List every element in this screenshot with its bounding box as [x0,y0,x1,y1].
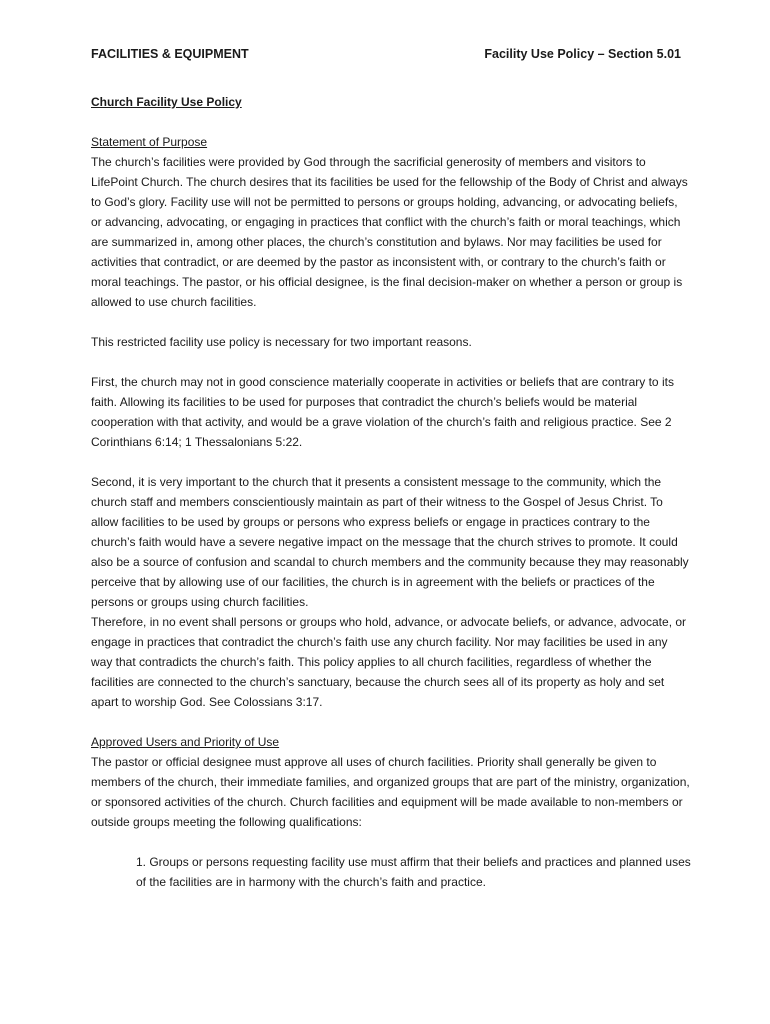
page-header [91,47,681,67]
approved-users-heading: Approved Users and Priority of Use [91,735,280,749]
purpose-paragraph: The church’s facilities were provided by God through the sacrificial generosity of members and visitors to LifePoint Church. The church desires that its facilities be used for the fellowship of the Body of Christ and always to God’s glory. Facility use will not be permitted to persons or groups holding, advancing, or advocating beliefs, or advancing, advocating, or engaging in practices that conflict with the church’s faith or moral teachings, which are summarized in, among other places, the church’s constitution and bylaws. Nor may facilities be used for activities that contradict, or are deemed by the pastor as inconsistent with, or contrary to the church’s faith or moral teachings. The pastor, or his official designee, is the final decision-maker on whether a person or group is allowed to use church facilities. [91,155,688,309]
document-body [91,92,691,892]
approved-users-paragraph: The pastor or official designee must approve all uses of church facilities. Priority shall generally be given to members of the church, their immediate families, and organized groups that are part of the ministry, organization, or sponsored activities of the church. Church facilities and equipment will be made available to non-members or outside groups meeting the following qualifications: [91,755,690,829]
second-reason-paragraph: Second, it is very important to the church that it presents a consistent message to the community, which the church staff and members conscientiously maintain as part of their witness to the Gospel of Jesus Christ. To allow facilities to be used by groups or persons who express beliefs or engage in practices contrary to the church’s faith would have a severe negative impact on the message that the church strives to promote. It could also be a source of confusion and scandal to church members and the community because they may reasonably perceive that by allowing use of our facilities, the church is in agreement with the beliefs or practices of the persons or groups using church facilities. [91,475,689,609]
list-item: 1. Groups or persons requesting facility use must affirm that their beliefs and practices and planned uses of the facilities are in harmony with the church’s faith and practice. [136,855,691,889]
restricted-paragraph: This restricted facility use policy is necessary for two important reasons. [91,335,472,349]
header-section-label: FACILITIES & EQUIPMENT [91,47,249,61]
therefore-paragraph: Therefore, in no event shall persons or groups who hold, advance, or advocate beliefs, or advance, advocate, or engage in practices that contradict the church’s faith use any church facility. Nor may facilities be used in any way that contradicts the church’s faith. This policy applies to all church facilities, regardless of whether the facilities are connected to the church’s sanctuary, because the church sees all of its property as holy and set apart to worship God. See Colossians 3:17. [91,615,687,709]
header-policy-label: Facility Use Policy – Section 5.01 [484,47,681,61]
document-title: Church Facility Use Policy [91,95,242,109]
first-reason-paragraph: First, the church may not in good conscience materially cooperate in activities or beliefs that are contrary to its faith. Allowing its facilities to be used for purposes that contradict the church’s beliefs would be material cooperation with that activity, and would be a grave violation of the church’s faith and religious practice. See 2 Corinthians 6:14; 1 Thessalonians 5:22. [91,375,674,449]
purpose-heading: Statement of Purpose [91,135,208,149]
